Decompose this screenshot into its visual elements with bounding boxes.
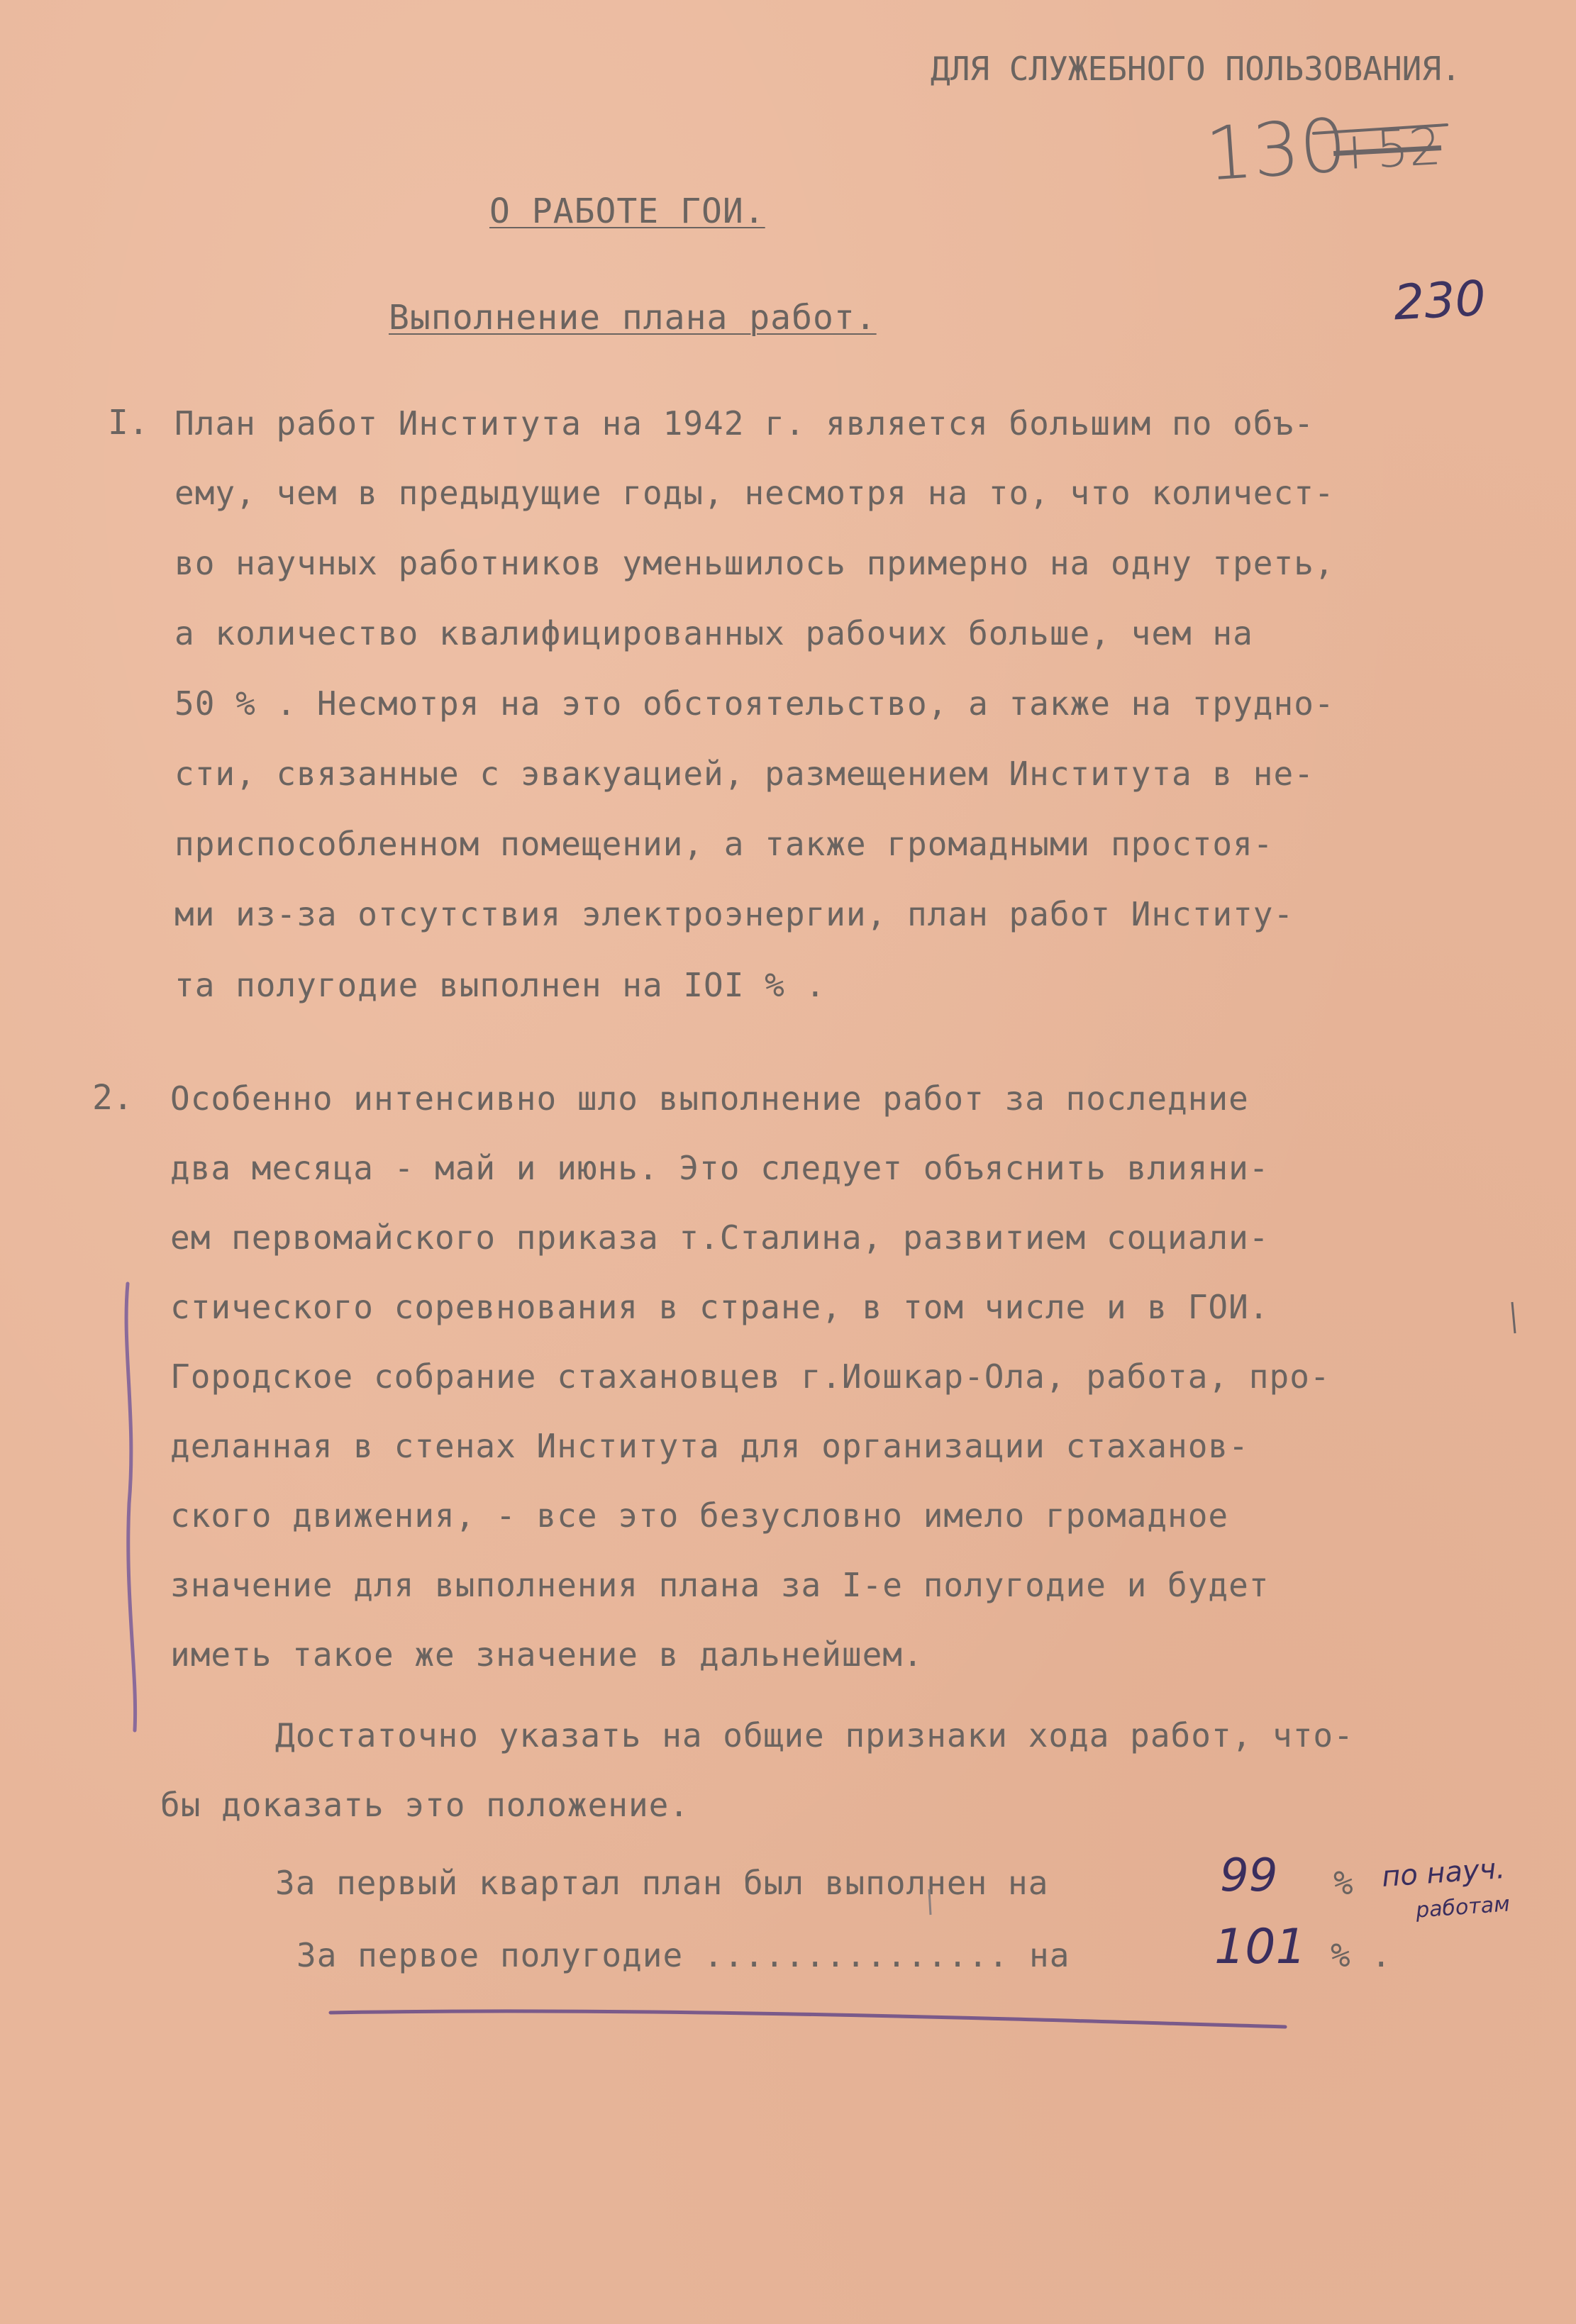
page-number-main: 130 bbox=[1202, 101, 1350, 198]
margin-tick-mark bbox=[1512, 1302, 1515, 1333]
classification-stamp: ДЛЯ СЛУЖЕБНОГО ПОЛЬЗОВАНИЯ. bbox=[931, 50, 1461, 88]
page-number-secondary: 230 bbox=[1392, 270, 1487, 332]
margin-bracket-mark bbox=[126, 1284, 135, 1730]
section-2-line: ского движения, - все это безусловно имело громадное bbox=[170, 1496, 1229, 1535]
section-2-line: два месяца - май и июнь. Это следует объяснить влияни- bbox=[170, 1149, 1270, 1187]
pencil-underline-mark bbox=[331, 2011, 1285, 2027]
section-2-line: Особенно интенсивно шло выполнение работ за последние bbox=[170, 1079, 1249, 1118]
q1-value: 99 bbox=[1220, 1850, 1278, 1902]
paragraph-2-line: бы доказать это положение. bbox=[160, 1786, 690, 1824]
q1-handwritten-note-1: по науч. bbox=[1380, 1852, 1506, 1894]
section-1-line: ему, чем в предыдущие годы, несмотря на то, что количест- bbox=[174, 474, 1335, 512]
h1-percent: % . bbox=[1331, 1936, 1392, 1974]
section-1-line: во научных работников уменьшилось примерно на одну треть, bbox=[174, 544, 1335, 582]
section-1-line: сти, связанные с эвакуацией, размещением Института в не- bbox=[174, 755, 1314, 793]
section-1-line: приспособленном помещении, а также громадными простоя- bbox=[174, 825, 1274, 863]
q1-handwritten-note-2: работам bbox=[1414, 1891, 1511, 1923]
paragraph-2-line: Достаточно указать на общие признаки хода работ, что- bbox=[275, 1716, 1354, 1755]
section-1-line: ми из-за отсутствия электроэнергии, план работ Институ- bbox=[174, 895, 1294, 933]
q1-text: За первый квартал план был выполнен на bbox=[275, 1864, 1049, 1902]
page-number-struck: +52 bbox=[1331, 116, 1443, 182]
section-1-number: I. bbox=[108, 403, 149, 443]
document-title: О РАБОТЕ ГОИ. bbox=[489, 191, 765, 231]
h1-value: 101 bbox=[1214, 1919, 1306, 1975]
section-2-line: ем первомайского приказа т.Сталина, развитием социали- bbox=[170, 1218, 1270, 1257]
section-2-line: Городское собрание стахановцев г.Иошкар-Ола, работа, про- bbox=[170, 1357, 1331, 1396]
section-1-line: 50 % . Несмотря на это обстоятельство, а также на трудно- bbox=[174, 684, 1335, 723]
section-1-line: та полугодие выполнен на IOI % . bbox=[174, 966, 826, 1004]
h1-text: За первое полугодие ............... на bbox=[296, 1936, 1070, 1974]
section-1-line: а количество квалифицированных рабочих больше, чем на bbox=[174, 614, 1253, 652]
section-2-line: деланная в стенах Института для организации стаханов- bbox=[170, 1427, 1249, 1465]
section-2-line: стического соревнования в стране, в том числе и в ГОИ. bbox=[170, 1288, 1270, 1326]
section-2-line: значение для выполнения плана за I-е полугодие и будет bbox=[170, 1566, 1270, 1604]
q1-percent: % bbox=[1333, 1864, 1354, 1902]
section-2-line: иметь такое же значение в дальнейшем. bbox=[170, 1635, 923, 1674]
section-1-line: План работ Института на 1942 г. является большим по объ- bbox=[174, 404, 1314, 443]
document-subtitle: Выполнение плана работ. bbox=[389, 298, 877, 338]
section-2-number: 2. bbox=[92, 1078, 133, 1118]
